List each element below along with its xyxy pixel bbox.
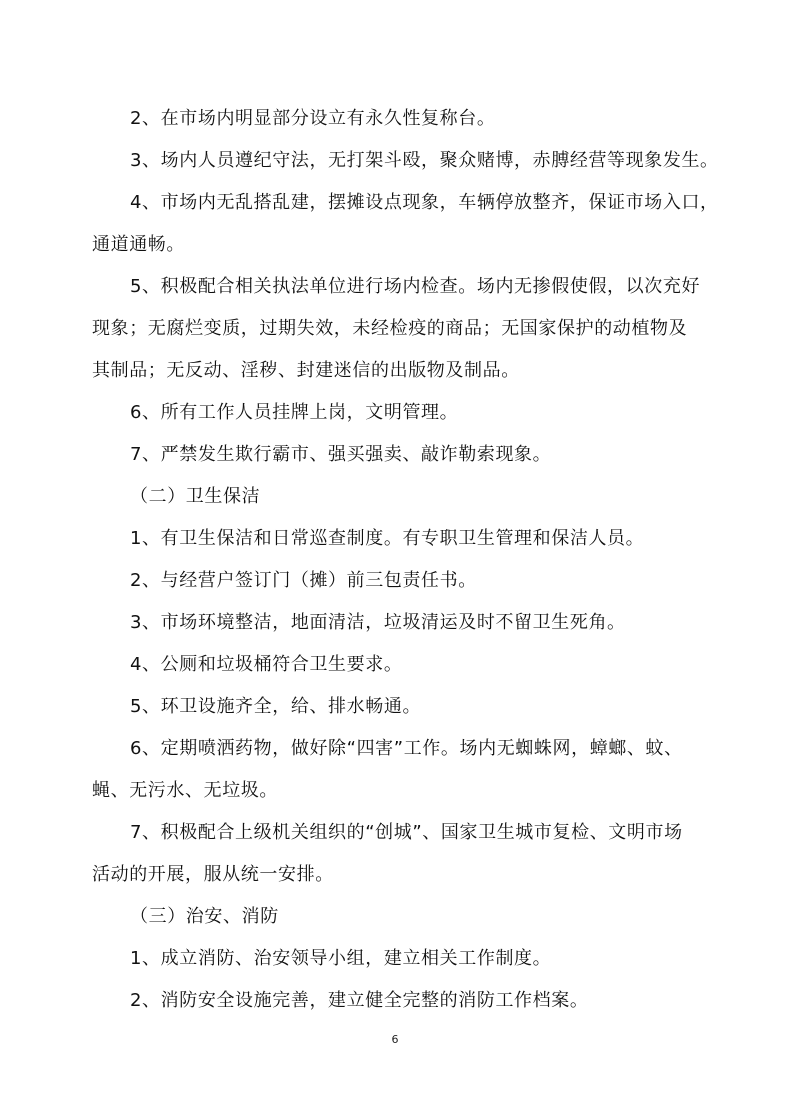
section-heading-security-fire: （三）治安、消防 (130, 906, 279, 927)
paragraph-line: 6、所有工作人员挂牌上岗，文明管理。 (130, 402, 459, 423)
paragraph-line: 通道通畅。 (92, 234, 185, 255)
paragraph-line: 活动的开展，服从统一安排。 (92, 864, 334, 885)
paragraph-line: 4、公厕和垃圾桶符合卫生要求。 (130, 654, 403, 675)
paragraph-line: 现象；无腐烂变质，过期失效，未经检疫的商品；无国家保护的动植物及 (92, 318, 688, 339)
paragraph-line: 1、有卫生保洁和日常巡查制度。有专职卫生管理和保洁人员。 (130, 528, 645, 549)
paragraph-line: 5、环卫设施齐全，给、排水畅通。 (130, 696, 422, 717)
paragraph-line: 其制品；无反动、淫秽、封建迷信的出版物及制品。 (92, 360, 520, 381)
paragraph-line: 1、成立消防、治安领导小组，建立相关工作制度。 (130, 948, 552, 969)
paragraph-line: 3、市场环境整洁，地面清洁，垃圾清运及时不留卫生死角。 (130, 612, 626, 633)
paragraph-line: 2、与经营户签订门（摊）前三包责任书。 (130, 570, 477, 591)
paragraph-line: 7、积极配合上级机关组织的“创城”、国家卫生城市复检、文明市场 (130, 822, 683, 843)
page-number: 6 (391, 1033, 399, 1046)
paragraph-line: 6、定期喷洒药物，做好除“四害”工作。场内无蜘蛛网，蟑螂、蚊、 (130, 738, 683, 759)
paragraph-line: 3、场内人员遵纪守法，无打架斗殴，聚众赌博，赤膊经营等现象发生。 (130, 150, 719, 171)
paragraph-line: 7、严禁发生欺行霸市、强买强卖、敲诈勒索现象。 (130, 444, 552, 465)
paragraph-line: 2、消防安全设施完善，建立健全完整的消防工作档案。 (130, 990, 589, 1011)
paragraph-line: 4、市场内无乱搭乱建，摆摊设点现象，车辆停放整齐，保证市场入口， (130, 192, 719, 213)
document-body (92, 98, 719, 1022)
paragraph-line: 2、在市场内明显部分设立有永久性复称台。 (130, 108, 496, 129)
paragraph-line: 5、积极配合相关执法单位进行场内检查。场内无掺假使假，以次充好 (130, 276, 701, 297)
paragraph-line: 蝇、无污水、无垃圾。 (92, 780, 278, 801)
section-heading-hygiene: （二）卫生保洁 (130, 486, 261, 507)
